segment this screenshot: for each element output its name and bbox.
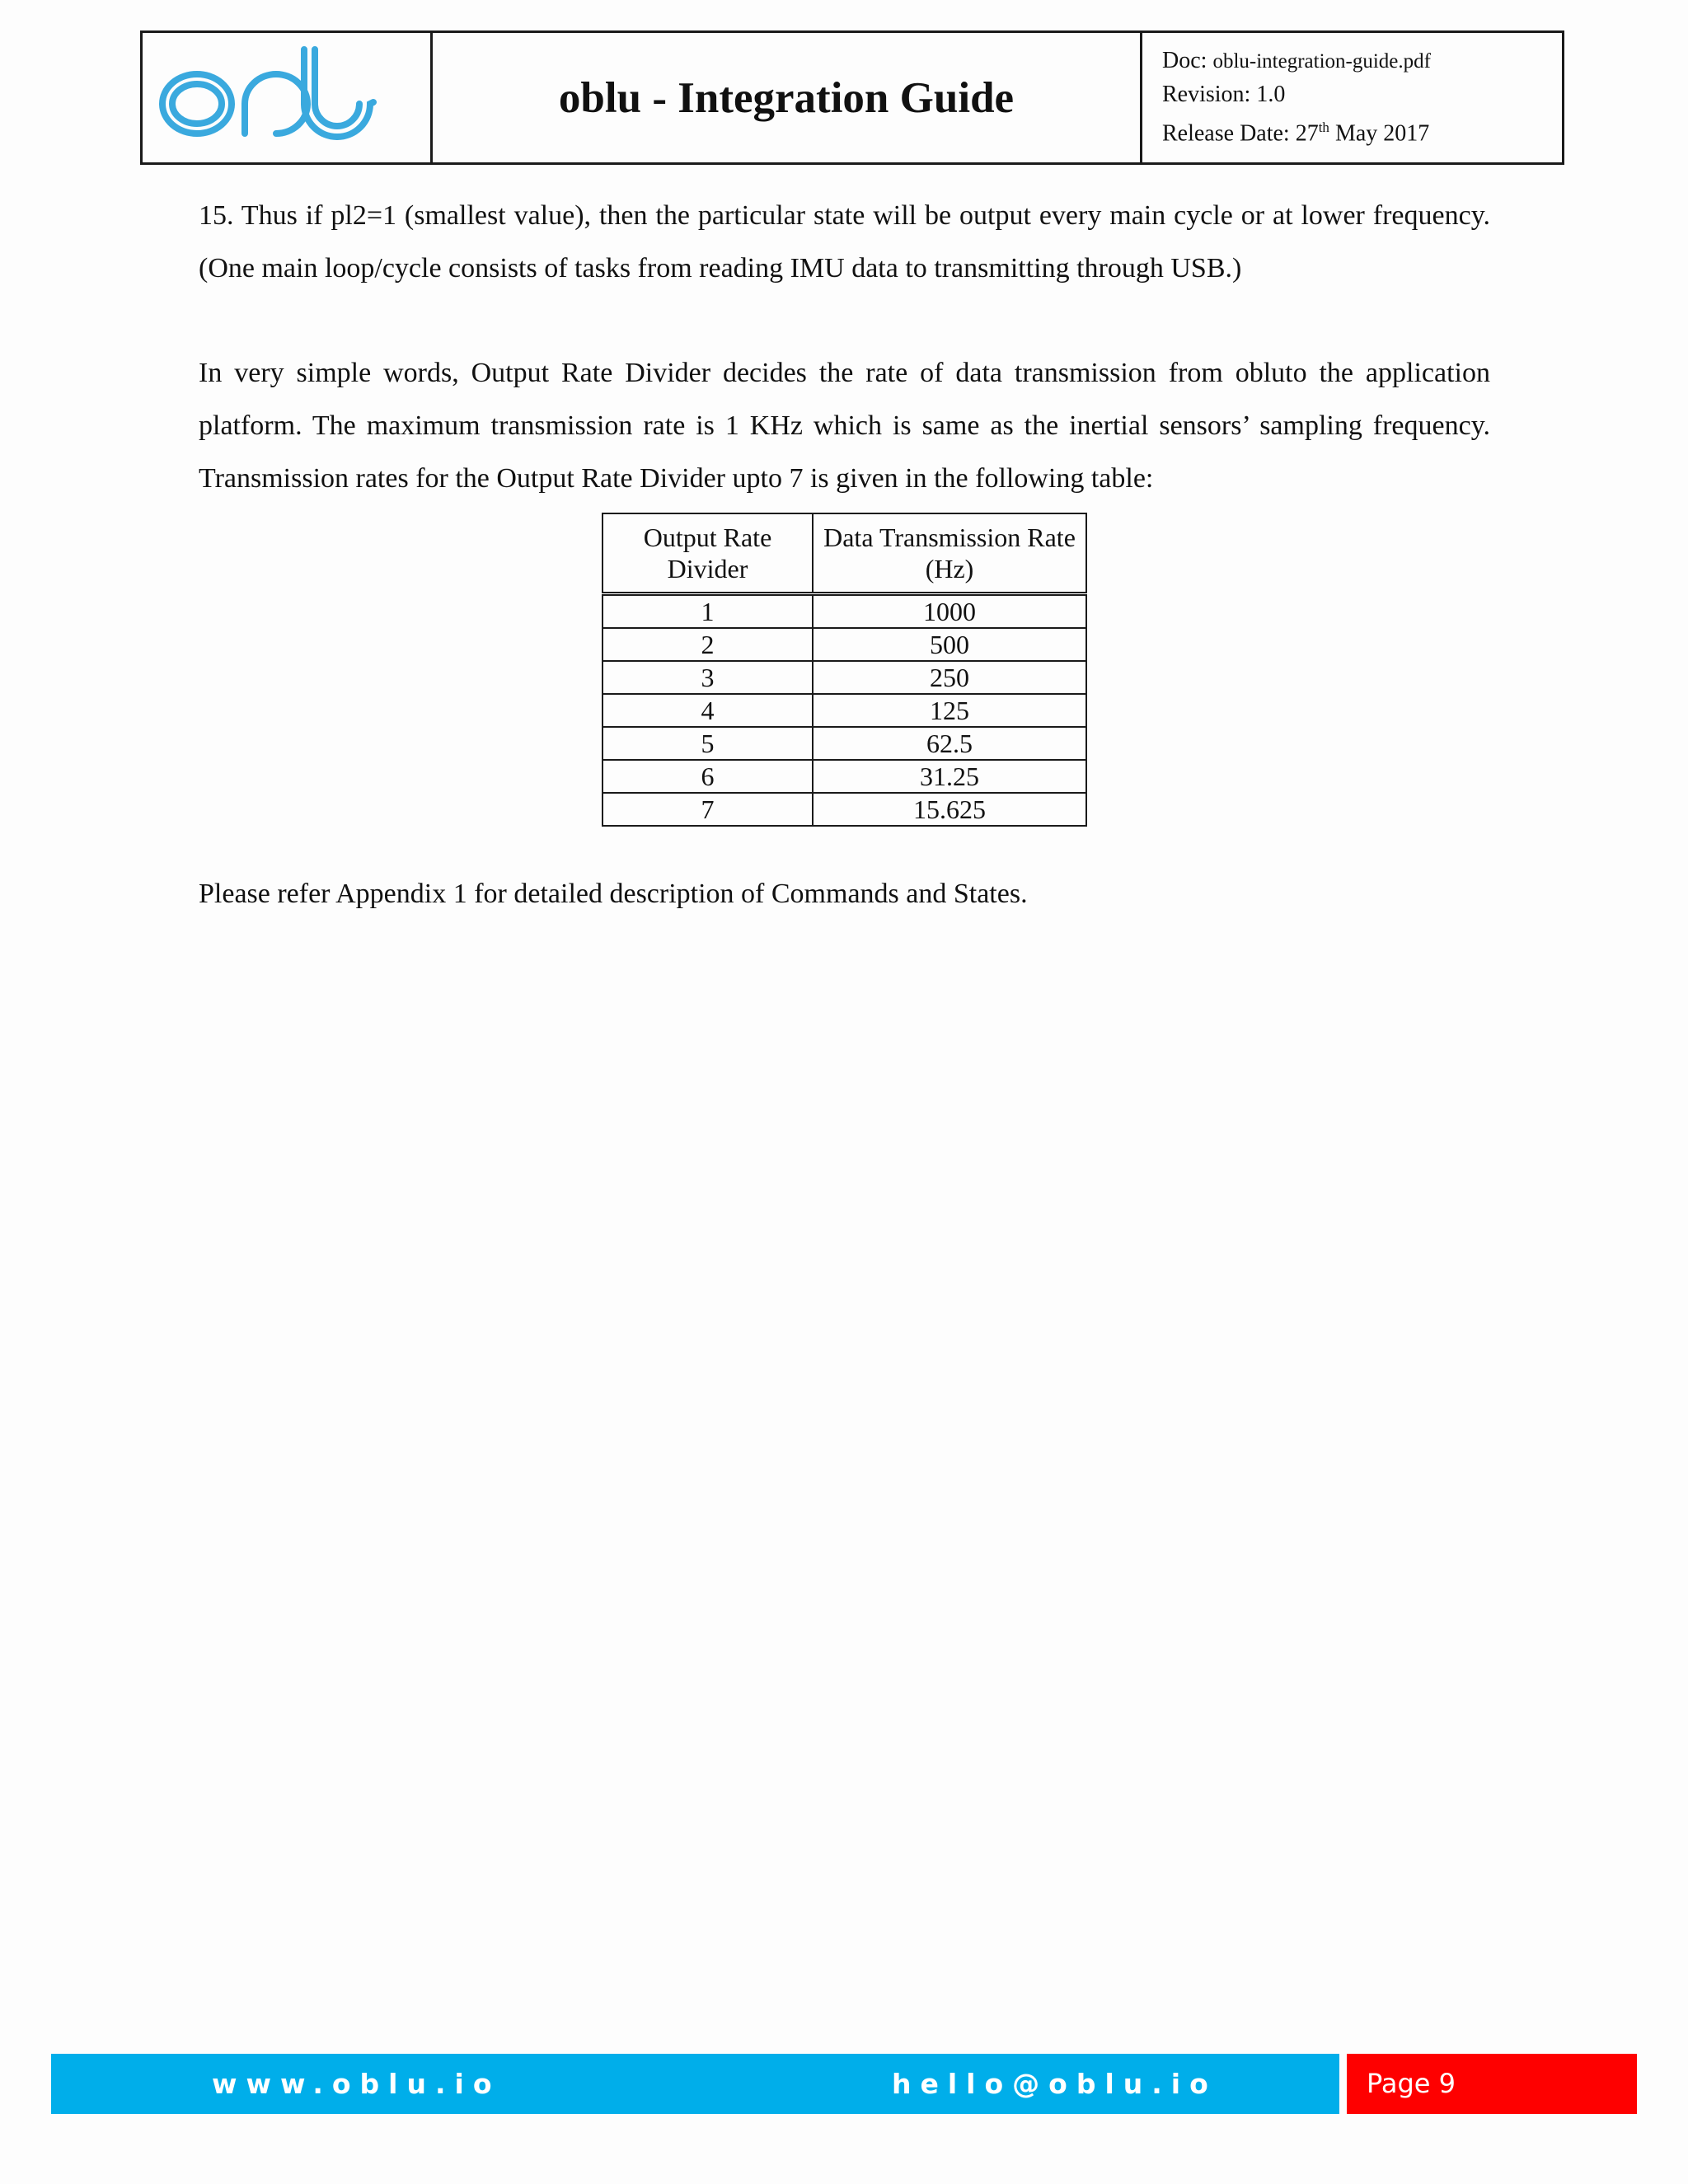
table-row [603,661,1086,694]
paragraph-appendix-reference: Please refer Appendix 1 for detailed description of Commands and States. [199,879,1028,909]
release-date-line [1162,111,1562,150]
table-row [603,727,1086,760]
transmission-rate-table [602,513,1087,827]
footer-page-number: Page 9 [1347,2054,1637,2114]
release-prefix: Release Date: 27 [1162,120,1319,147]
header-data-transmission-rate: Data Transmission Rate (Hz) [813,513,1086,594]
header-output-rate-divider: Output Rate Divider [603,513,813,594]
table-row [603,594,1086,629]
table-row [603,628,1086,661]
divider-cell: 4 [603,694,813,727]
divider-cell: 5 [603,727,813,760]
oblu-logo [143,33,433,162]
doc-line [1162,45,1562,78]
rate-cell: 31.25 [813,760,1086,793]
oblu-logo-icon [148,45,428,160]
footer-contact-bar [51,2054,1339,2114]
revision-line: Revision: 1.0 [1162,82,1286,107]
release-suffix: May 2017 [1329,120,1430,147]
table-row [603,760,1086,793]
footer-email-link[interactable]: hello@oblu.io [892,2068,1217,2100]
rate-cell: 125 [813,694,1086,727]
table-row [603,694,1086,727]
rate-cell: 62.5 [813,727,1086,760]
paragraph-pl2: 15. Thus if pl2=1 (smallest value), then the particular state will be output every main cycle or at lower frequency. (One main loop/cycle consists of tasks from reading IMU data to transmitting through USB.) [199,200,1490,284]
divider-cell: 1 [603,594,813,629]
rate-cell: 15.625 [813,793,1086,826]
rate-cell: 250 [813,661,1086,694]
table-row [603,793,1086,826]
release-superscript: th [1318,120,1329,135]
divider-cell: 2 [603,628,813,661]
document-header [140,30,1564,165]
footer-website-link[interactable]: www.oblu.io [212,2068,501,2100]
doc-label: Doc: [1162,48,1213,73]
divider-cell: 6 [603,760,813,793]
rate-cell: 500 [813,628,1086,661]
doc-filename: oblu-integration-guide.pdf [1212,50,1431,73]
document-meta [1142,33,1562,162]
document-title: oblu - Integration Guide [433,33,1142,162]
divider-cell: 3 [603,661,813,694]
rate-cell: 1000 [813,594,1086,629]
table-header-row [603,513,1086,594]
divider-cell: 7 [603,793,813,826]
paragraph-output-rate: In very simple words, Output Rate Divider decides the rate of data transmission from obluto the application platform. The maximum transmission rate is 1 KHz which is same as the inertial sensors’ sampling frequency. Transmission rates for the Output Rate Divider upto 7 is given in the following table: [199,358,1490,494]
